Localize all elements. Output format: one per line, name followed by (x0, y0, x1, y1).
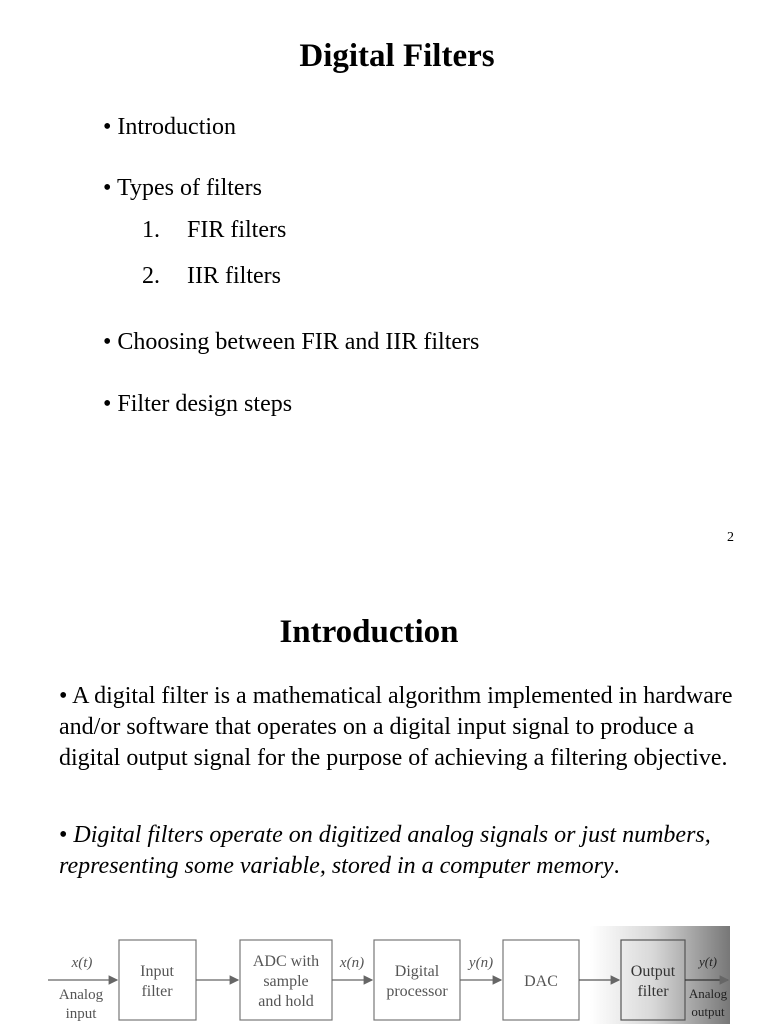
block-input-filter-line1: Input (140, 963, 174, 980)
paragraph-definition: • A digital filter is a mathematical algorithm implemented in hardware and/or software that operates on a digital input signal to produce a digital output signal for the purpose of achieving a filtering objective. (59, 683, 733, 771)
block-adc-line1: ADC with (252, 953, 320, 970)
block-output-filter-line2: filter (637, 983, 669, 1000)
block-output-filter-line1: Output (630, 963, 676, 980)
paragraph-digitized-signals (59, 820, 739, 882)
subitem-label: FIR filters (187, 217, 287, 243)
block-processor-line2: processor (386, 983, 448, 1000)
subitem-iir-filters (142, 263, 281, 290)
block-processor-line1: Digital (394, 963, 440, 980)
signal-yt: y(t) (698, 954, 718, 969)
analog-output-label-2: output (691, 1004, 725, 1019)
block-adc-line3: and hold (258, 993, 314, 1010)
block-dac-label: DAC (524, 973, 558, 990)
block-digital-processor (374, 940, 460, 1020)
slide-title: Introduction (279, 614, 459, 650)
italic-text: Digital filters operate on digitized analog signals or just numbers, representing some variable, stored in a computer memory (59, 822, 711, 879)
bullet-filter-design-steps: • Filter design steps (103, 391, 293, 417)
subitem-number: 1. (142, 217, 160, 243)
block-input-filter-line2: filter (141, 983, 173, 1000)
subitem-number: 2. (142, 263, 160, 289)
block-input-filter (119, 940, 196, 1020)
signal-xt: x(t) (71, 955, 93, 971)
signal-yn: y(n) (468, 955, 494, 971)
analog-input-label-1: Analog (58, 987, 104, 1003)
signal-xn: x(n) (339, 955, 365, 971)
period: . (613, 853, 620, 879)
analog-input-label-2: input (65, 1006, 97, 1022)
bullet-marker: • (59, 822, 74, 848)
bullet-introduction: • Introduction (103, 114, 237, 140)
slide-title: Digital Filters (299, 38, 495, 74)
analog-output-label-1: Analog (688, 986, 728, 1001)
block-diagram-svg (0, 926, 768, 1024)
subitem-label: IIR filters (187, 263, 281, 289)
signal-processing-block-diagram (0, 926, 768, 1024)
page-number: 2 (727, 530, 734, 545)
block-adc-line2: sample (263, 973, 309, 990)
bullet-types-of-filters: • Types of filters (103, 175, 262, 201)
subitem-fir-filters (142, 217, 286, 244)
bullet-choosing-fir-iir: • Choosing between FIR and IIR filters (103, 329, 480, 355)
